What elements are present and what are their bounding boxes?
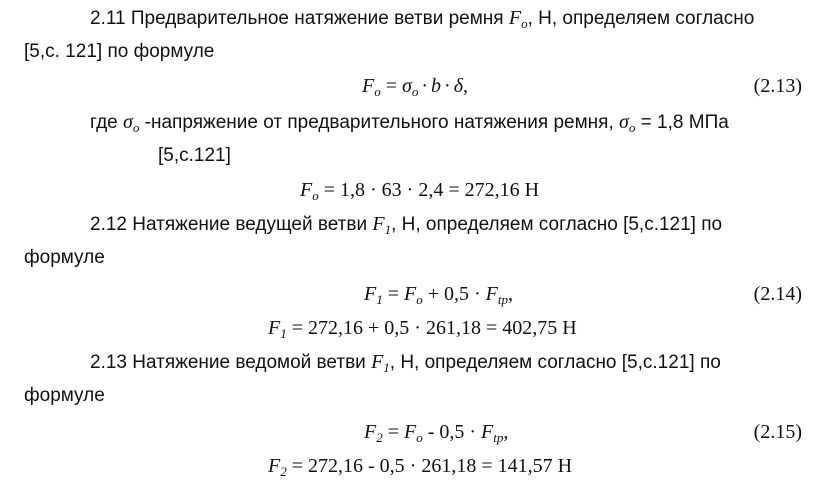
where-reference: [5,с.121] <box>158 145 231 166</box>
paragraph-2-13-line-2: формуле <box>24 385 105 406</box>
calculation-2-13: $F_o = 1,8 \cdot 63 \cdot 2,4 = 272,16$ Н <box>300 179 540 203</box>
symbol-F: $F_o$ <box>508 7 528 31</box>
calculation-2-15: $F_2 = 272,16 - 0,5 \cdot 261,18 = 141,57$ Н <box>268 455 573 479</box>
text: , Н, определяем согласно <box>527 8 755 29</box>
formula-2-15: $F_2 = F_o - 0,5 \cdot F_{tp}$, <box>364 421 509 445</box>
paragraph-2-12-line-2: формуле <box>24 247 105 268</box>
equation-number-2-13: (2.13) <box>753 75 802 97</box>
paragraph-2-12-line-1: 2.12 Натяжение ведущей ветви $F_1$, Н, определяем согласно [5,с.121] по <box>90 213 723 237</box>
formula-2-14: $F_1 = F_o + 0,5 \cdot F_{tp}$, <box>364 283 514 307</box>
formula-2-13: $F_o = \sigma_o \cdot b \cdot \delta$, <box>362 75 469 99</box>
equation-number-2-15: (2.15) <box>753 421 802 443</box>
equation-number-2-14: (2.14) <box>753 283 802 305</box>
where-line: где $\sigma_o$ -напряжение от предварительного натяжения ремня, $\sigma_o = 1,8$ МПа <box>90 111 729 135</box>
text: 2.11 Предварительное натяжение ветви ремня <box>90 8 509 29</box>
paragraph-2-13-line-1: 2.13 Натяжение ведомой ветви $F_1$, Н, определяем согласно [5,с.121] по <box>90 351 721 375</box>
paragraph-2-11-line-2: [5,с. 121] по формуле <box>24 41 215 62</box>
paragraph-2-11-line-1 <box>90 6 754 31</box>
calculation-2-14: $F_1 = 272,16 + 0,5 \cdot 261,18 = 402,75$ Н <box>268 317 577 341</box>
